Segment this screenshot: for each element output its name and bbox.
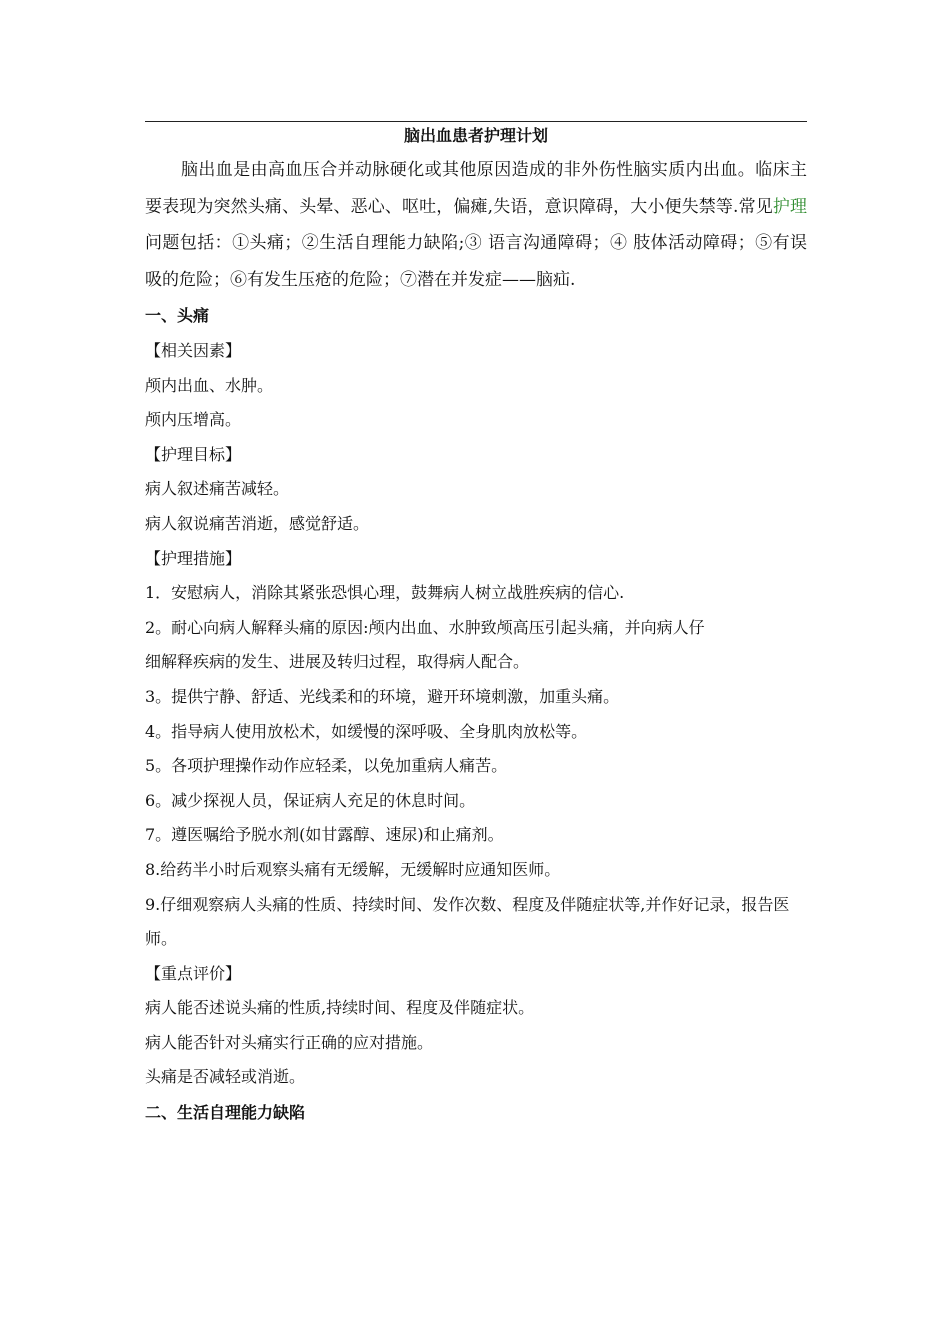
- nursing-goal-item: 病人叙说痛苦消逝，感觉舒适。: [145, 513, 370, 533]
- evaluation-label: 【重点评价】: [145, 963, 242, 983]
- nursing-goal-item: 病人叙述痛苦减轻。: [145, 479, 290, 499]
- nursing-measure-item: 6。减少探视人员，保证病人充足的休息时间。: [145, 790, 476, 810]
- document-body: [145, 122, 807, 1131]
- related-factors-label: 【相关因素】: [145, 341, 242, 360]
- nursing-goals-label: 【护理目标】: [145, 444, 242, 464]
- nursing-measure-item: 细解释疾病的发生、进展及转归过程，取得病人配合。: [145, 652, 530, 672]
- intro-paragraph: [145, 152, 807, 298]
- nursing-measure-item: 1．安慰病人，消除其紧张恐惧心理，鼓舞病人树立战胜疾病的信心.: [145, 583, 625, 603]
- document-title: 脑出血患者护理计划: [403, 126, 548, 145]
- evaluation-item: 病人能否针对头痛实行正确的应对措施。: [145, 1032, 434, 1052]
- section-heading-self-care: 二、生活自理能力缺陷: [145, 1103, 306, 1123]
- intro-text-after: 问题包括：①头痛；②生活自理能力缺陷;③ 语言沟通障碍；④ 肢体活动障碍；⑤有误吸的危险；⑥有发生压疮的危险；⑦潜在并发症——脑疝.: [145, 233, 807, 290]
- related-factor-item: 颅内出血、水肿。: [145, 375, 274, 395]
- nursing-measure-item: 4。指导病人使用放松术，如缓慢的深呼吸、全身肌肉放松等。: [145, 721, 588, 741]
- nursing-measures-label: 【护理措施】: [145, 548, 242, 568]
- intro-text-before: 脑出血是由高血压合并动脉硬化或其他原因造成的非外伤性脑实质内出血。临床主要表现为突然头痛、头晕、恶心、呕吐，偏瘫,失语，意识障碍，大小便失禁等.常见: [145, 160, 807, 217]
- nursing-measure-item: 5。各项护理操作动作应轻柔，以免加重病人痛苦。: [145, 756, 508, 776]
- intro-highlight-link[interactable]: 护理: [772, 196, 808, 217]
- nursing-measure-item: 2。耐心向病人解释头痛的原因:颅内出血、水肿致颅高压引起头痛，并向病人仔: [145, 617, 705, 637]
- nursing-measure-item: 3。提供宁静、舒适、光线柔和的环境，避开环境刺激，加重头痛。: [145, 686, 620, 706]
- section-heading-headache: 一、头痛: [145, 306, 210, 325]
- related-factor-item: 颅内压增高。: [145, 410, 242, 430]
- evaluation-item: 头痛是否减轻或消逝。: [145, 1067, 306, 1087]
- nursing-measure-item: 9.仔细观察病人头痛的性质、持续时间、发作次数、程度及伴随症状等,并作好记录，报告医师。: [145, 894, 790, 949]
- evaluation-item: 病人能否述说头痛的性质,持续时间、程度及伴随症状。: [145, 998, 535, 1018]
- nursing-measure-item: 7。遵医嘱给予脱水剂(如甘露醇、速尿)和止痛剂。: [145, 825, 504, 845]
- nursing-measure-item: 8.给药半小时后观察头痛有无缓解，无缓解时应通知医师。: [145, 859, 561, 879]
